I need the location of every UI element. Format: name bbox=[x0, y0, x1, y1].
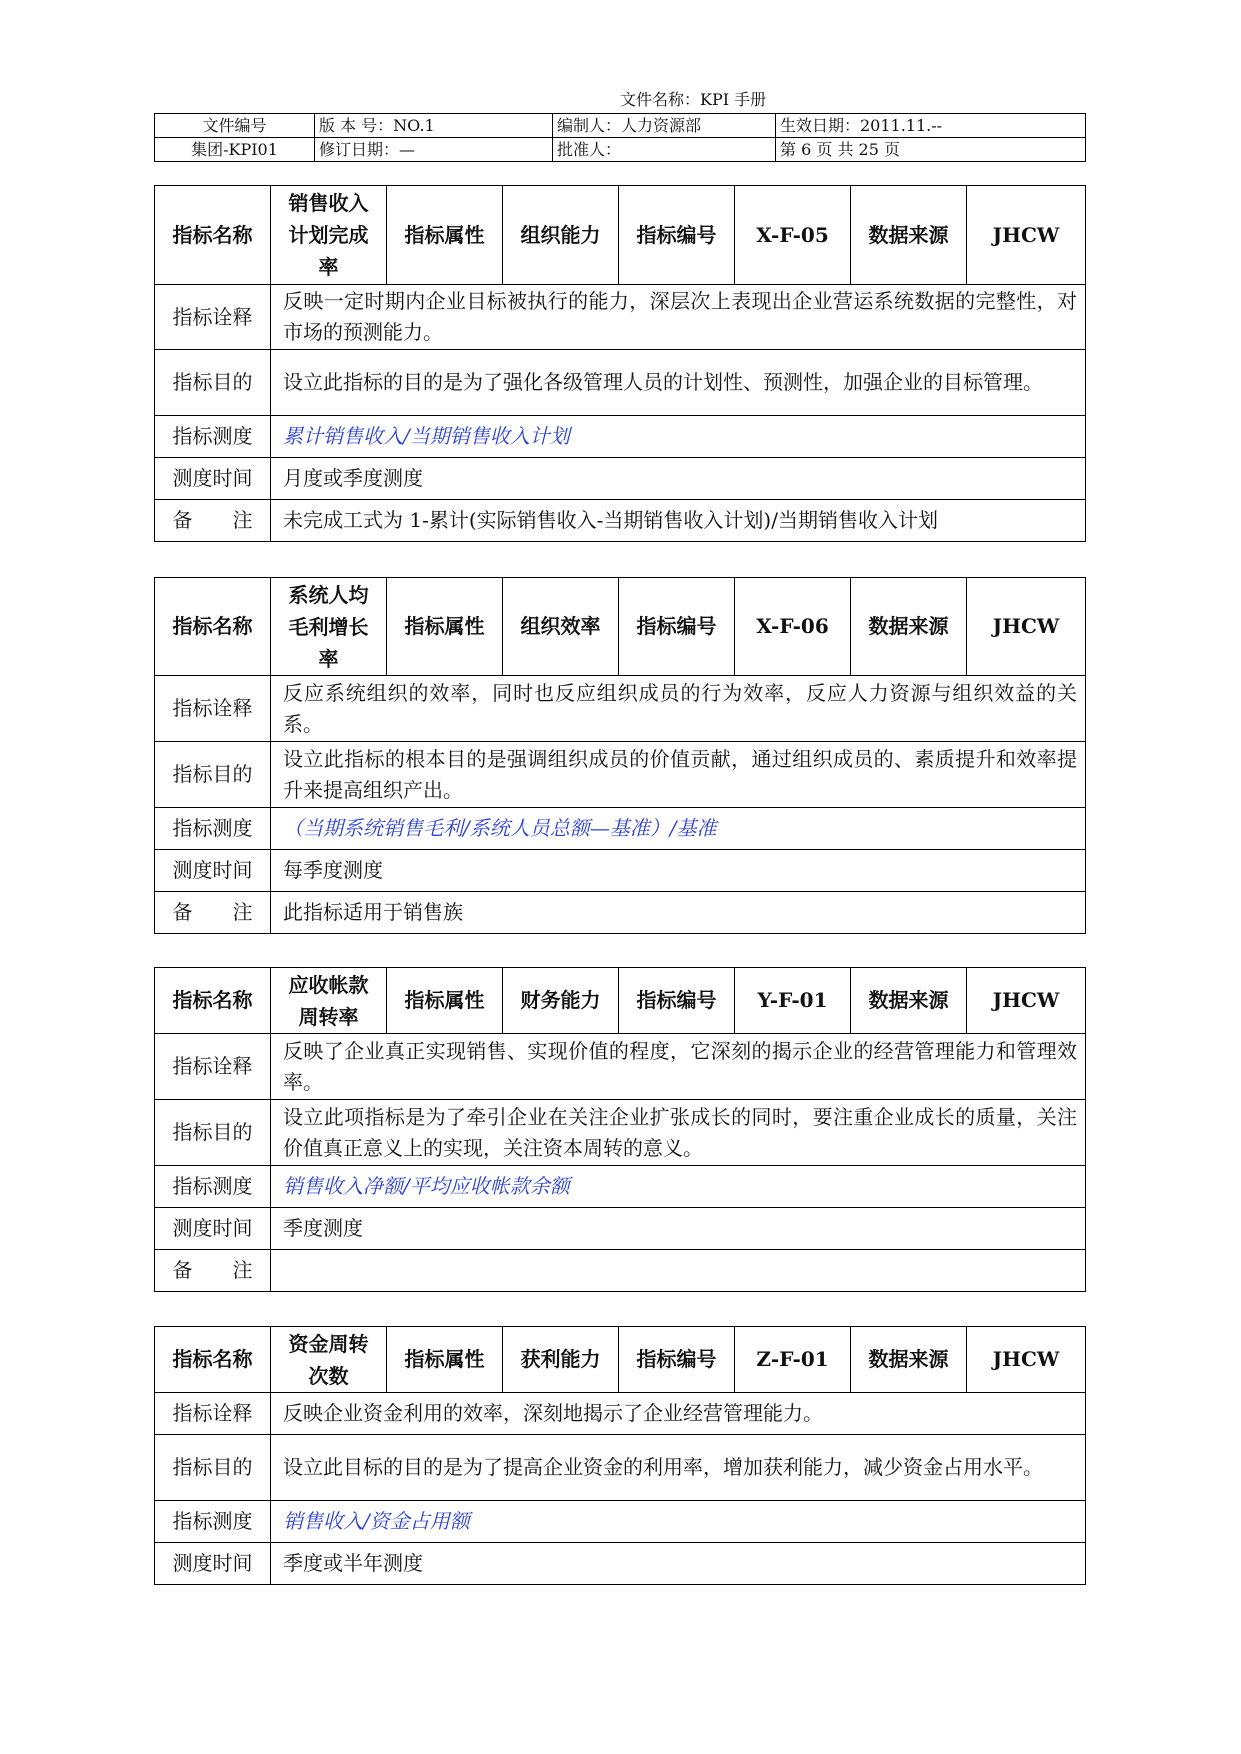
kpi-name: 应收帐款周转率 bbox=[271, 968, 387, 1034]
file-number-label: 文件编号 bbox=[155, 114, 315, 138]
kpi-measure-label: 指标测度 bbox=[155, 808, 271, 850]
kpi-remark: 未完成工式为 1-累计(实际销售收入-当期销售收入计划)/当期销售收入计划 bbox=[271, 500, 1086, 542]
version-number: 版 本 号：NO.1 bbox=[315, 114, 553, 138]
kpi-remark-label: 备 注 bbox=[155, 1250, 271, 1292]
kpi-code: Z-F-01 bbox=[735, 1327, 851, 1393]
kpi-purpose: 设立此指标的根本目的是强调组织成员的价值贡献，通过组织成员的、素质提升和效率提升来提高组织产出。 bbox=[271, 742, 1086, 808]
file-number-value: 集团-KPI01 bbox=[155, 138, 315, 162]
effective-date: 生效日期：2011.11.-- bbox=[776, 114, 1086, 138]
kpi-attribute-label: 指标属性 bbox=[387, 1327, 503, 1393]
kpi-purpose-label: 指标目的 bbox=[155, 742, 271, 808]
kpi-table bbox=[154, 185, 1086, 542]
kpi-measure: 累计销售收入/当期销售收入计划 bbox=[271, 416, 1086, 458]
kpi-explain-label: 指标诠释 bbox=[155, 285, 271, 350]
kpi-time-label: 测度时间 bbox=[155, 458, 271, 500]
kpi-explain-label: 指标诠释 bbox=[155, 1034, 271, 1100]
kpi-measure-label: 指标测度 bbox=[155, 1501, 271, 1543]
kpi-source: JHCW bbox=[967, 968, 1086, 1034]
kpi-name-label: 指标名称 bbox=[155, 968, 271, 1034]
kpi-purpose-label: 指标目的 bbox=[155, 1100, 271, 1166]
kpi-attribute: 获利能力 bbox=[503, 1327, 619, 1393]
kpi-code-label: 指标编号 bbox=[619, 186, 735, 285]
kpi-time: 每季度测度 bbox=[271, 850, 1086, 892]
kpi-name-label: 指标名称 bbox=[155, 578, 271, 676]
kpi-explain-label: 指标诠释 bbox=[155, 1393, 271, 1435]
kpi-source-label: 数据来源 bbox=[851, 1327, 967, 1393]
kpi-time: 月度或季度测度 bbox=[271, 458, 1086, 500]
kpi-purpose-label: 指标目的 bbox=[155, 350, 271, 416]
document-header-table bbox=[154, 113, 1086, 162]
revision-date: 修订日期：— bbox=[315, 138, 553, 162]
kpi-purpose: 设立此项指标是为了牵引企业在关注企业扩张成长的同时，要注重企业成长的质量，关注价值真正意义上的实现，关注资本周转的意义。 bbox=[271, 1100, 1086, 1166]
kpi-remark-label: 备 注 bbox=[155, 500, 271, 542]
kpi-attribute-label: 指标属性 bbox=[387, 968, 503, 1034]
kpi-measure: 销售收入/资金占用额 bbox=[271, 1501, 1086, 1543]
kpi-remark: 此指标适用于销售族 bbox=[271, 892, 1086, 934]
kpi-explain: 反映企业资金利用的效率，深刻地揭示了企业经营管理能力。 bbox=[271, 1393, 1086, 1435]
kpi-code: X-F-06 bbox=[735, 578, 851, 676]
kpi-measure: （当期系统销售毛利/系统人员总额—基准）/基准 bbox=[271, 808, 1086, 850]
kpi-purpose: 设立此指标的目的是为了强化各级管理人员的计划性、预测性，加强企业的目标管理。 bbox=[271, 350, 1086, 416]
page-number: 第 6 页 共 25 页 bbox=[776, 138, 1086, 162]
kpi-time: 季度或半年测度 bbox=[271, 1543, 1086, 1585]
kpi-remark bbox=[271, 1250, 1086, 1292]
kpi-code-label: 指标编号 bbox=[619, 968, 735, 1034]
kpi-measure: 销售收入净额/平均应收帐款余额 bbox=[271, 1166, 1086, 1208]
kpi-name-label: 指标名称 bbox=[155, 186, 271, 285]
kpi-source-label: 数据来源 bbox=[851, 186, 967, 285]
kpi-source: JHCW bbox=[967, 186, 1086, 285]
kpi-measure-label: 指标测度 bbox=[155, 416, 271, 458]
kpi-attribute-label: 指标属性 bbox=[387, 186, 503, 285]
kpi-explain: 反映一定时期内企业目标被执行的能力，深层次上表现出企业营运系统数据的完整性，对市场的预测能力。 bbox=[271, 285, 1086, 350]
kpi-source: JHCW bbox=[967, 1327, 1086, 1393]
kpi-time-label: 测度时间 bbox=[155, 1208, 271, 1250]
approver: 批准人： bbox=[553, 138, 776, 162]
author: 编制人：人力资源部 bbox=[553, 114, 776, 138]
kpi-attribute-label: 指标属性 bbox=[387, 578, 503, 676]
kpi-name: 系统人均毛利增长率 bbox=[271, 578, 387, 676]
kpi-explain: 反映了企业真正实现销售、实现价值的程度，它深刻的揭示企业的经营管理能力和管理效率。 bbox=[271, 1034, 1086, 1100]
kpi-measure-label: 指标测度 bbox=[155, 1166, 271, 1208]
kpi-source-label: 数据来源 bbox=[851, 578, 967, 676]
kpi-table bbox=[154, 967, 1086, 1292]
kpi-explain-label: 指标诠释 bbox=[155, 676, 271, 742]
kpi-name: 销售收入计划完成率 bbox=[271, 186, 387, 285]
kpi-time-label: 测度时间 bbox=[155, 850, 271, 892]
kpi-source: JHCW bbox=[967, 578, 1086, 676]
kpi-purpose-label: 指标目的 bbox=[155, 1435, 271, 1501]
kpi-explain: 反应系统组织的效率，同时也反应组织成员的行为效率，反应人力资源与组织效益的关系。 bbox=[271, 676, 1086, 742]
kpi-table bbox=[154, 577, 1086, 934]
kpi-code-label: 指标编号 bbox=[619, 1327, 735, 1393]
kpi-attribute: 组织能力 bbox=[503, 186, 619, 285]
kpi-name-label: 指标名称 bbox=[155, 1327, 271, 1393]
kpi-time: 季度测度 bbox=[271, 1208, 1086, 1250]
kpi-purpose: 设立此目标的目的是为了提高企业资金的利用率，增加获利能力，减少资金占用水平。 bbox=[271, 1435, 1086, 1501]
kpi-time-label: 测度时间 bbox=[155, 1543, 271, 1585]
kpi-attribute: 财务能力 bbox=[503, 968, 619, 1034]
kpi-name: 资金周转次数 bbox=[271, 1327, 387, 1393]
kpi-remark-label: 备 注 bbox=[155, 892, 271, 934]
kpi-code-label: 指标编号 bbox=[619, 578, 735, 676]
kpi-source-label: 数据来源 bbox=[851, 968, 967, 1034]
kpi-code: X-F-05 bbox=[735, 186, 851, 285]
kpi-code: Y-F-01 bbox=[735, 968, 851, 1034]
kpi-attribute: 组织效率 bbox=[503, 578, 619, 676]
kpi-table bbox=[154, 1326, 1086, 1585]
document-title: 文件名称：KPI 手册 bbox=[620, 90, 767, 109]
